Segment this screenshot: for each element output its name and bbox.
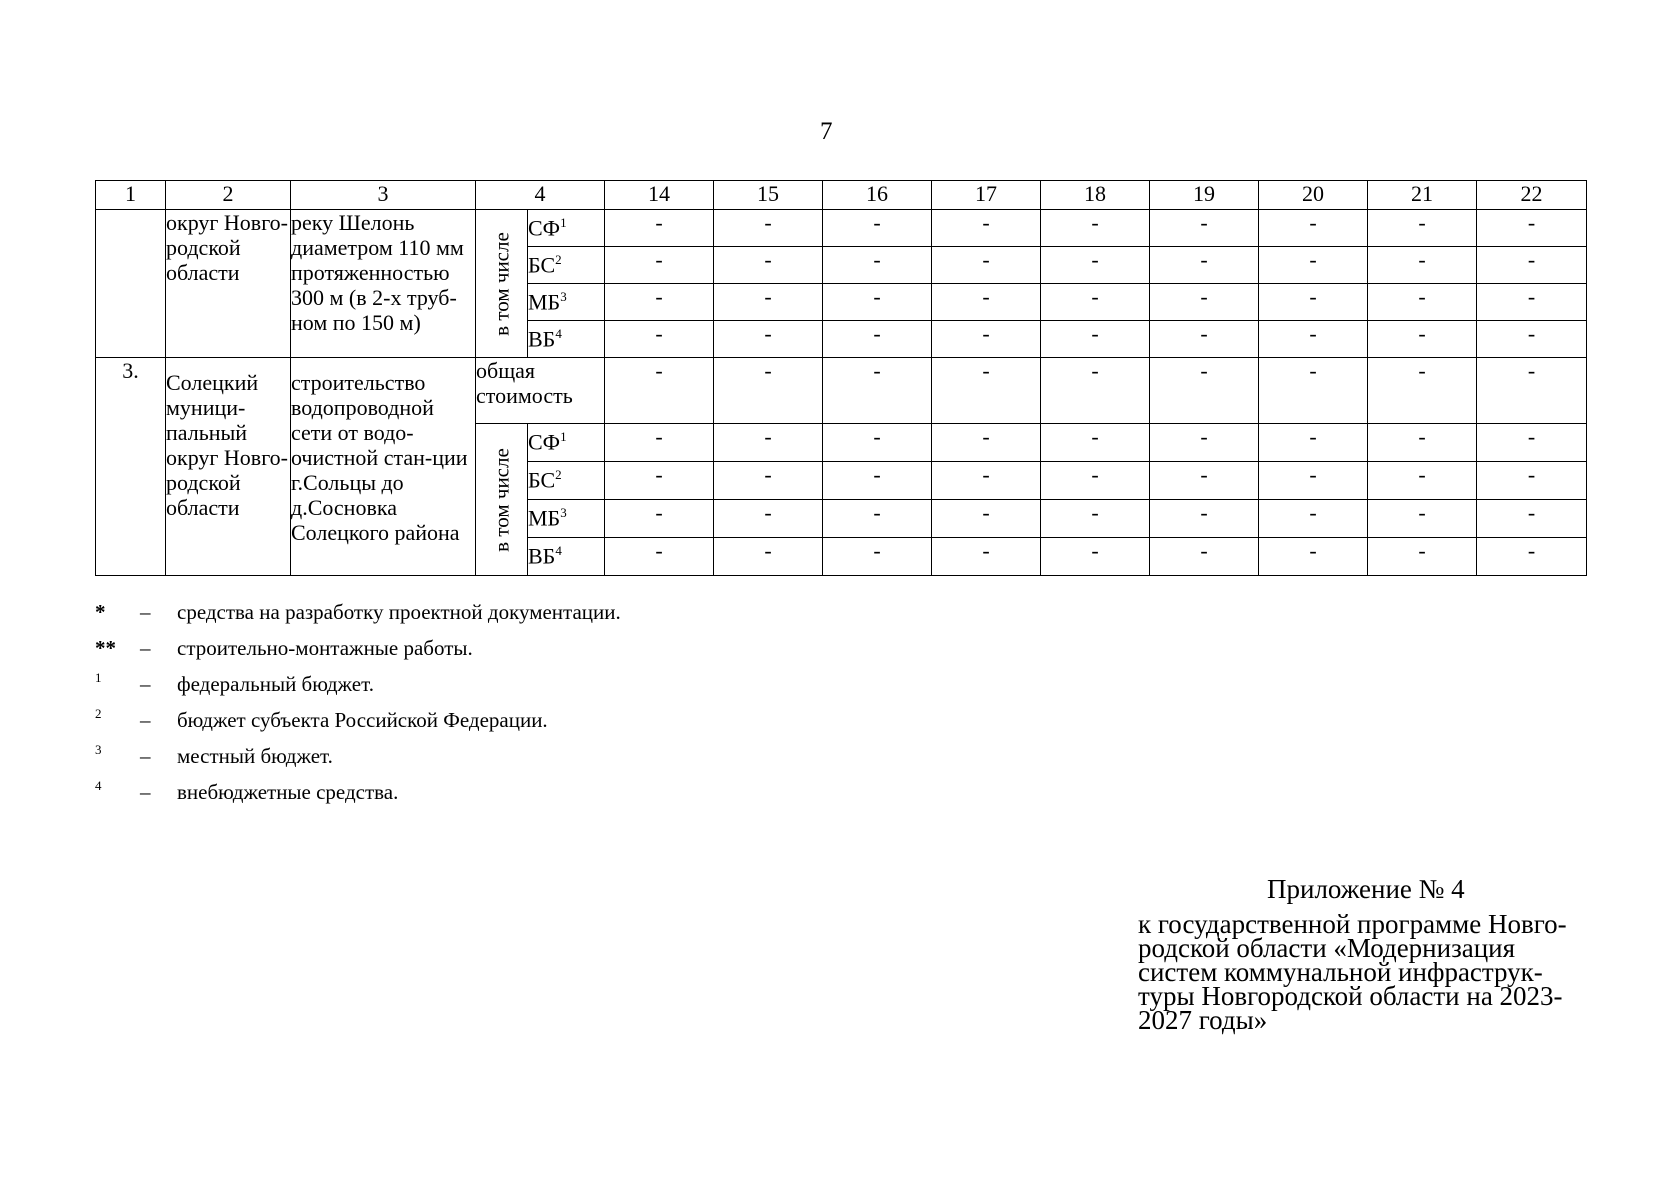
value-cell: - xyxy=(1477,321,1587,358)
value-cell: - xyxy=(932,247,1041,284)
footnote-text: строительно-монтажные работы. xyxy=(177,636,473,660)
value-cell: - xyxy=(714,210,823,247)
footnote-dash: – xyxy=(140,708,151,732)
value-cell: - xyxy=(1259,500,1368,538)
table-row xyxy=(96,358,1587,424)
col-header: 22 xyxy=(1477,181,1587,210)
footnote-dash: – xyxy=(140,600,151,624)
value-cell: - xyxy=(1150,247,1259,284)
value-cell: - xyxy=(1368,247,1477,284)
value-cell: - xyxy=(605,462,714,500)
value-cell: - xyxy=(932,462,1041,500)
value-cell: - xyxy=(932,210,1041,247)
value-cell: - xyxy=(1368,358,1477,424)
value-cell: - xyxy=(1259,210,1368,247)
source-label: $МБ^3$ xyxy=(528,500,605,538)
footnote-mark: * xyxy=(95,600,106,624)
value-cell: - xyxy=(1477,247,1587,284)
value-cell: - xyxy=(1150,321,1259,358)
value-cell: - xyxy=(605,424,714,462)
footnote-dash: – xyxy=(140,636,151,660)
value-cell: - xyxy=(1368,538,1477,576)
value-cell: - xyxy=(1259,358,1368,424)
value-cell: - xyxy=(1477,210,1587,247)
value-cell: - xyxy=(1368,462,1477,500)
value-cell: - xyxy=(823,424,932,462)
value-cell: - xyxy=(1259,284,1368,321)
value-cell: - xyxy=(1041,247,1150,284)
col-header: 19 xyxy=(1150,181,1259,210)
value-cell: - xyxy=(605,247,714,284)
value-cell: - xyxy=(1041,210,1150,247)
value-cell: - xyxy=(932,284,1041,321)
value-cell: - xyxy=(823,462,932,500)
value-cell: - xyxy=(1041,284,1150,321)
value-cell: - xyxy=(1477,284,1587,321)
value-cell: - xyxy=(932,321,1041,358)
value-cell: - xyxy=(823,284,932,321)
vertical-label: в том числе xyxy=(476,424,528,576)
total-cost-label: общая стоимость xyxy=(476,358,605,424)
value-cell: - xyxy=(714,358,823,424)
value-cell: - xyxy=(823,500,932,538)
footnote-mark: 2 xyxy=(95,706,102,721)
appendix-title: Приложение № 4 xyxy=(1267,874,1465,904)
footnote-dash: – xyxy=(140,780,151,804)
footnote-dash: – xyxy=(140,672,151,696)
value-cell: - xyxy=(932,424,1041,462)
value-cell: - xyxy=(1150,358,1259,424)
source-label: $ВБ^4$ xyxy=(528,538,605,576)
value-cell: - xyxy=(1259,247,1368,284)
value-cell: - xyxy=(1150,284,1259,321)
district-cell: округ Новго-родской области xyxy=(166,210,291,358)
value-cell: - xyxy=(1477,500,1587,538)
value-cell: - xyxy=(714,321,823,358)
value-cell: - xyxy=(932,500,1041,538)
source-label: $ВБ^4$ xyxy=(528,321,605,358)
value-cell: - xyxy=(1259,538,1368,576)
value-cell: - xyxy=(823,247,932,284)
value-cell: - xyxy=(605,358,714,424)
col-header: 15 xyxy=(714,181,823,210)
value-cell: - xyxy=(714,247,823,284)
col-header: 1 xyxy=(96,181,166,210)
value-cell: - xyxy=(1041,424,1150,462)
col-header: 20 xyxy=(1259,181,1368,210)
col-header: 4 xyxy=(476,181,605,210)
row-number-cell: 3. xyxy=(96,358,166,576)
page-number: 7 xyxy=(820,118,833,145)
value-cell: - xyxy=(1477,462,1587,500)
value-cell: - xyxy=(1041,321,1150,358)
value-cell: - xyxy=(714,500,823,538)
footnote-text: местный бюджет. xyxy=(177,744,333,768)
description-cell: реку Шелонь диаметром 110 мм протяженностью 300 м (в 2-х труб-ном по 150 м) xyxy=(291,210,476,358)
value-cell: - xyxy=(1477,424,1587,462)
value-cell: - xyxy=(1150,210,1259,247)
appendix-description: к государственной программе Новго-родской области «Модернизация систем коммунальной инфраструк-туры Новгородской области на 2023-2027 годы» xyxy=(1138,909,1567,1035)
value-cell: - xyxy=(1368,500,1477,538)
description-cell: строительство водопроводной сети от водо-очистной стан-ции г.Сольцы до д.Сосновка Солецкого района xyxy=(291,358,476,576)
footnote-mark: 1 xyxy=(95,670,102,685)
col-header: 14 xyxy=(605,181,714,210)
footnote-mark: 3 xyxy=(95,742,102,757)
footnote-text: бюджет субъекта Российской Федерации. xyxy=(177,708,548,732)
value-cell: - xyxy=(714,424,823,462)
footnote-text: внебюджетные средства. xyxy=(177,780,399,804)
value-cell: - xyxy=(714,538,823,576)
value-cell: - xyxy=(1368,210,1477,247)
value-cell: - xyxy=(605,538,714,576)
value-cell: - xyxy=(1368,424,1477,462)
row-number-cell xyxy=(96,210,166,358)
value-cell: - xyxy=(1150,424,1259,462)
value-cell: - xyxy=(823,210,932,247)
value-cell: - xyxy=(1368,321,1477,358)
value-cell: - xyxy=(932,538,1041,576)
value-cell: - xyxy=(932,358,1041,424)
value-cell: - xyxy=(1041,538,1150,576)
footnote-mark: ** xyxy=(95,636,116,660)
value-cell: - xyxy=(1368,284,1477,321)
value-cell: - xyxy=(823,358,932,424)
col-header: 16 xyxy=(823,181,932,210)
source-label: $СФ^1$ xyxy=(528,424,605,462)
source-label: $СФ^1$ xyxy=(528,210,605,247)
value-cell: - xyxy=(1477,538,1587,576)
value-cell: - xyxy=(1041,358,1150,424)
footnote-mark: 4 xyxy=(95,778,102,793)
value-cell: - xyxy=(823,538,932,576)
value-cell: - xyxy=(1259,321,1368,358)
value-cell: - xyxy=(1259,462,1368,500)
footnote-text: средства на разработку проектной документации. xyxy=(177,600,621,624)
value-cell: - xyxy=(605,210,714,247)
value-cell: - xyxy=(1041,500,1150,538)
col-header: 17 xyxy=(932,181,1041,210)
col-header: 3 xyxy=(291,181,476,210)
value-cell: - xyxy=(605,500,714,538)
source-label: $БС^2$ xyxy=(528,247,605,284)
value-cell: - xyxy=(714,284,823,321)
col-header: 21 xyxy=(1368,181,1477,210)
value-cell: - xyxy=(823,321,932,358)
table-row xyxy=(96,210,1587,247)
source-label: $МБ^3$ xyxy=(528,284,605,321)
vertical-label: в том числе xyxy=(476,210,528,358)
source-label: $БС^2$ xyxy=(528,462,605,500)
value-cell: - xyxy=(605,321,714,358)
district-cell: Солецкий муници-пальный округ Новго-родской области xyxy=(166,358,291,576)
col-header: 2 xyxy=(166,181,291,210)
value-cell: - xyxy=(1150,500,1259,538)
value-cell: - xyxy=(714,462,823,500)
value-cell: - xyxy=(1150,538,1259,576)
value-cell: - xyxy=(605,284,714,321)
value-cell: - xyxy=(1041,462,1150,500)
value-cell: - xyxy=(1150,462,1259,500)
col-header: 18 xyxy=(1041,181,1150,210)
footnote-dash: – xyxy=(140,744,151,768)
value-cell: - xyxy=(1259,424,1368,462)
value-cell: - xyxy=(1477,358,1587,424)
footnote-text: федеральный бюджет. xyxy=(177,672,374,696)
financing-table xyxy=(95,180,1587,576)
header-row xyxy=(96,181,1587,210)
